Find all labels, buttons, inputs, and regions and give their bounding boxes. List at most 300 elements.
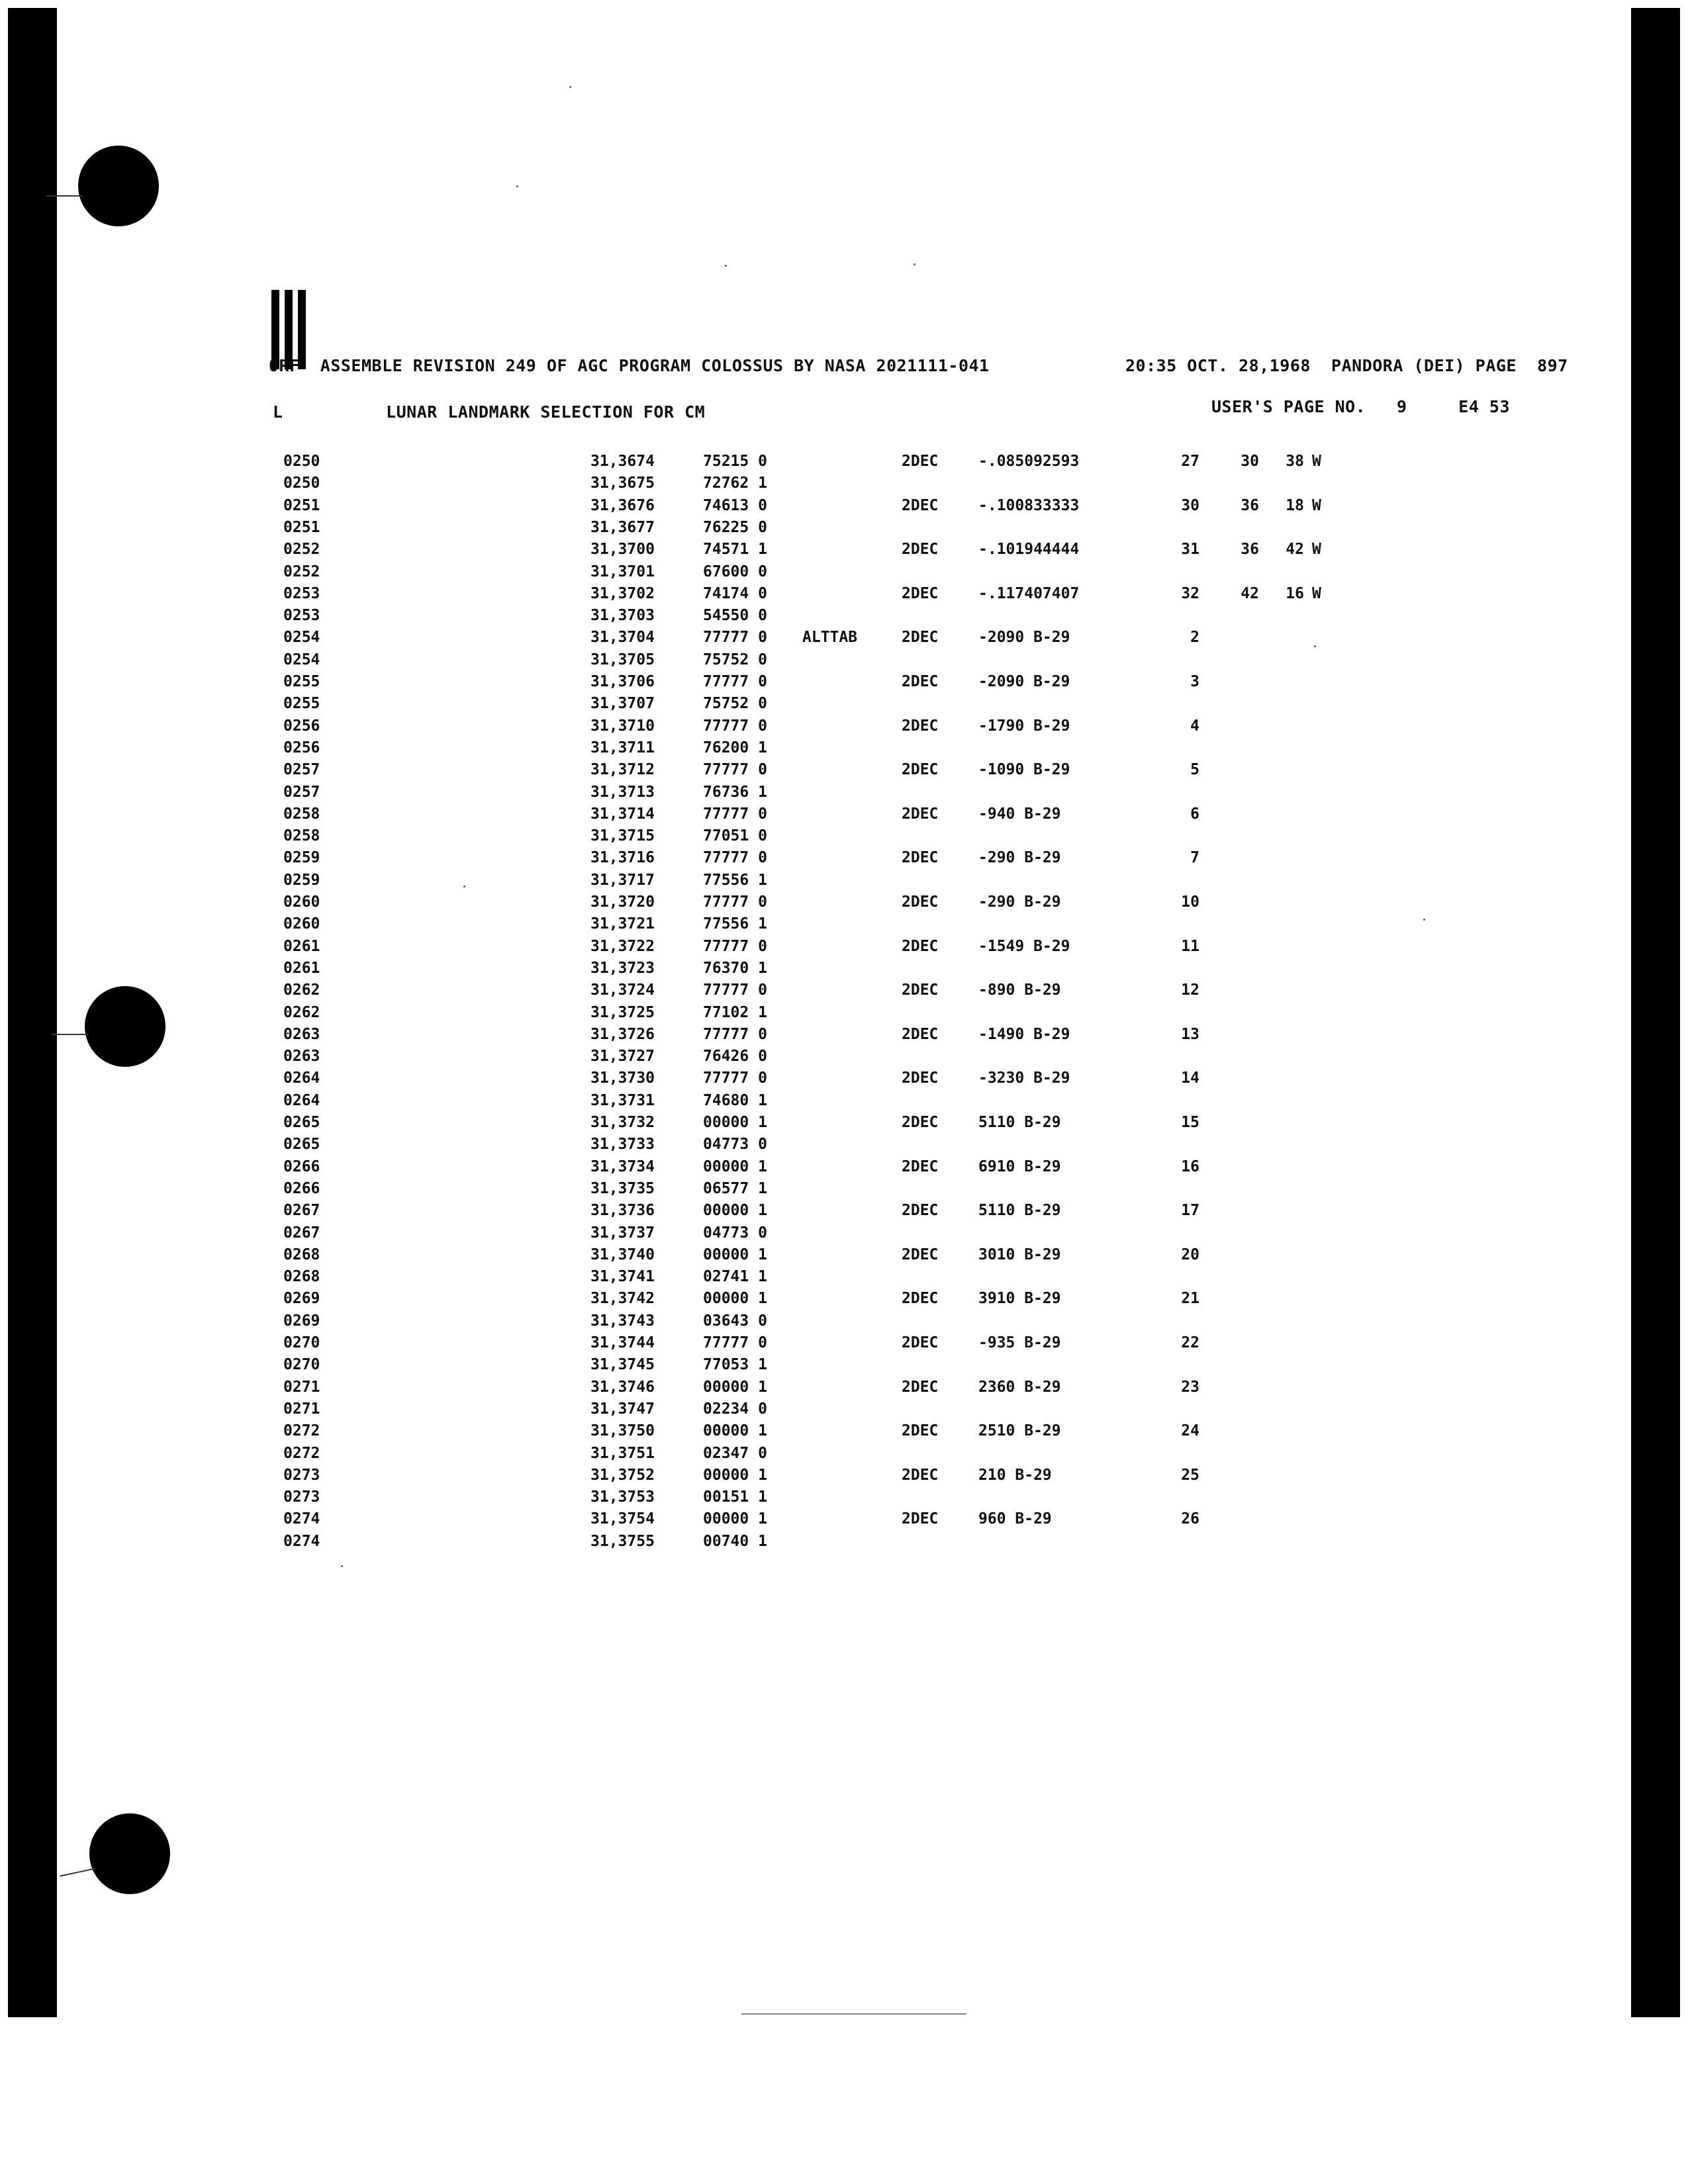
octal-word: 74613 0 — [703, 496, 767, 514]
memory-address: 31,3676 — [590, 496, 655, 514]
octal-word: 06577 1 — [703, 1179, 767, 1197]
scan-line-bottom — [741, 2013, 966, 2015]
line-number: 0274 — [283, 1532, 320, 1550]
octal-word: 03643 0 — [703, 1312, 767, 1330]
opcode: 2DEC — [902, 1114, 939, 1131]
memory-address: 31,3715 — [590, 827, 655, 845]
listing-row — [0, 827, 1688, 849]
line-number: 0267 — [283, 1224, 320, 1242]
listing-row — [0, 563, 1688, 585]
longitude-minutes: 16 — [1286, 584, 1304, 602]
line-number: 0274 — [283, 1510, 320, 1528]
line-number: 0265 — [283, 1114, 320, 1131]
listing-row — [0, 1069, 1688, 1091]
operand-value: -1490 B-29 — [978, 1025, 1070, 1043]
header-system: PANDORA — [1331, 356, 1403, 375]
opcode: 2DEC — [902, 1158, 939, 1175]
opcode: 2DEC — [902, 629, 939, 647]
listing-row — [0, 1114, 1688, 1136]
listing-row — [0, 585, 1688, 607]
octal-word: 00000 1 — [703, 1466, 767, 1484]
operand-value: -.085092593 — [978, 453, 1080, 470]
user-page-label: USER'S PAGE NO. — [1211, 397, 1366, 416]
listing-row — [0, 739, 1688, 761]
octal-word: 00151 1 — [703, 1488, 767, 1506]
memory-address: 31,3712 — [590, 761, 655, 779]
memory-address: 31,3722 — [590, 937, 655, 955]
listing-row — [0, 1048, 1688, 1069]
header-page-label: PAGE — [1475, 356, 1517, 375]
memory-address: 31,3702 — [590, 584, 655, 602]
user-page-line — [1211, 397, 1510, 416]
line-number: 0259 — [283, 849, 320, 867]
octal-word: 77777 0 — [703, 893, 767, 911]
longitude-minutes: 42 — [1286, 541, 1304, 559]
octal-word: 77777 0 — [703, 849, 767, 867]
listing-row — [0, 1268, 1688, 1290]
listing-row — [0, 541, 1688, 563]
octal-word: 76736 1 — [703, 783, 767, 801]
octal-word: 67600 0 — [703, 563, 767, 580]
subtitle-line — [273, 402, 705, 422]
landmark-number: 14 — [1181, 1069, 1199, 1087]
memory-address: 31,3720 — [590, 893, 655, 911]
memory-address: 31,3754 — [590, 1510, 655, 1528]
octal-word: 04773 0 — [703, 1136, 767, 1154]
listing-row — [0, 1510, 1688, 1532]
listing-row — [0, 1290, 1688, 1312]
operand-value: -890 B-29 — [978, 981, 1061, 999]
operand-value: -935 B-29 — [978, 1334, 1061, 1351]
octal-word: 00000 1 — [703, 1378, 767, 1396]
listing-row — [0, 849, 1688, 871]
operand-value: 210 B-29 — [978, 1466, 1052, 1484]
octal-word: 72762 1 — [703, 475, 767, 492]
operand-value: 3010 B-29 — [978, 1246, 1061, 1263]
line-number: 0256 — [283, 717, 320, 735]
octal-word: 74571 1 — [703, 541, 767, 559]
line-number: 0258 — [283, 827, 320, 845]
memory-address: 31,3735 — [590, 1179, 655, 1197]
longitude-direction: W — [1312, 584, 1321, 602]
memory-address: 31,3751 — [590, 1444, 655, 1462]
landmark-number: 3 — [1190, 673, 1199, 690]
header-page-number: 897 — [1537, 356, 1568, 375]
memory-address: 31,3747 — [590, 1400, 655, 1418]
octal-word: 76370 1 — [703, 959, 767, 977]
listing-row — [0, 1533, 1688, 1555]
octal-word: 00000 1 — [703, 1114, 767, 1131]
listing-row — [0, 629, 1688, 651]
landmark-number: 25 — [1181, 1466, 1199, 1484]
line-number: 0255 — [283, 673, 320, 690]
line-number: 0251 — [283, 496, 320, 514]
listing-row — [0, 1180, 1688, 1202]
opcode: 2DEC — [902, 761, 939, 779]
line-number: 0268 — [283, 1268, 320, 1286]
octal-word: 75752 0 — [703, 695, 767, 713]
line-number: 0253 — [283, 584, 320, 602]
listing-row — [0, 1445, 1688, 1467]
memory-address: 31,3701 — [590, 563, 655, 580]
octal-word: 02234 0 — [703, 1400, 767, 1418]
memory-address: 31,3721 — [590, 915, 655, 933]
listing-row — [0, 1312, 1688, 1334]
opcode: 2DEC — [902, 453, 939, 470]
octal-word: 77777 0 — [703, 1069, 767, 1087]
operand-value: -.117407407 — [978, 584, 1080, 602]
operand-value: -.100833333 — [978, 496, 1080, 514]
longitude-direction: W — [1312, 496, 1321, 514]
line-number: 0250 — [283, 475, 320, 492]
landmark-number: 7 — [1190, 849, 1199, 867]
listing-row — [0, 938, 1688, 960]
listing-row — [0, 1202, 1688, 1224]
punch-hole-top — [78, 146, 159, 226]
octal-word: 75752 0 — [703, 651, 767, 668]
longitude-direction: W — [1312, 541, 1321, 559]
header-system-code: (DEI) — [1413, 356, 1466, 375]
opcode: 2DEC — [902, 1202, 939, 1220]
line-number: 0270 — [283, 1356, 320, 1374]
memory-address: 31,3726 — [590, 1025, 655, 1043]
longitude-degrees: 30 — [1241, 453, 1259, 470]
memory-address: 31,3732 — [590, 1114, 655, 1131]
listing-row — [0, 475, 1688, 496]
line-number: 0261 — [283, 937, 320, 955]
listing-row — [0, 519, 1688, 541]
octal-word: 74174 0 — [703, 584, 767, 602]
line-number: 0256 — [283, 739, 320, 756]
memory-address: 31,3674 — [590, 453, 655, 470]
hole-mark-bottom — [60, 1868, 95, 1876]
memory-address: 31,3724 — [590, 981, 655, 999]
memory-address: 31,3750 — [590, 1422, 655, 1440]
memory-address: 31,3745 — [590, 1356, 655, 1374]
octal-word: 54550 0 — [703, 607, 767, 625]
operand-value: 5110 B-29 — [978, 1114, 1061, 1131]
octal-word: 76225 0 — [703, 518, 767, 536]
octal-word: 77777 0 — [703, 717, 767, 735]
octal-word: 02741 1 — [703, 1268, 767, 1286]
octal-word: 77777 0 — [703, 981, 767, 999]
operand-value: -1549 B-29 — [978, 937, 1070, 955]
memory-address: 31,3733 — [590, 1136, 655, 1154]
landmark-number: 2 — [1190, 629, 1199, 647]
memory-address: 31,3743 — [590, 1312, 655, 1330]
landmark-number: 10 — [1181, 893, 1199, 911]
landmark-number: 13 — [1181, 1025, 1199, 1043]
opcode: 2DEC — [902, 1069, 939, 1087]
line-number: 0261 — [283, 959, 320, 977]
speck — [914, 263, 915, 265]
landmark-number: 31 — [1181, 541, 1199, 559]
opcode: 2DEC — [902, 717, 939, 735]
landmark-number: 20 — [1181, 1246, 1199, 1263]
opcode: 2DEC — [902, 1246, 939, 1263]
operand-value: 6910 B-29 — [978, 1158, 1061, 1175]
opcode: 2DEC — [902, 1466, 939, 1484]
operand-value: -1090 B-29 — [978, 761, 1070, 779]
longitude-minutes: 18 — [1286, 496, 1304, 514]
speck — [463, 886, 465, 887]
punch-hole-bottom — [89, 1813, 170, 1894]
line-number: 0260 — [283, 915, 320, 933]
operand-value: 5110 B-29 — [978, 1202, 1061, 1220]
operand-value: -2090 B-29 — [978, 629, 1070, 647]
listing-row — [0, 673, 1688, 695]
line-number: 0255 — [283, 695, 320, 713]
line-number: 0265 — [283, 1136, 320, 1154]
opcode: 2DEC — [902, 1334, 939, 1351]
speck — [1423, 919, 1425, 921]
octal-word: 77556 1 — [703, 871, 767, 889]
listing-row — [0, 1400, 1688, 1422]
line-number: 0252 — [283, 541, 320, 559]
line-number: 0271 — [283, 1378, 320, 1396]
memory-address: 31,3725 — [590, 1003, 655, 1021]
landmark-number: 11 — [1181, 937, 1199, 955]
line-number: 0266 — [283, 1158, 320, 1175]
landmark-number: 23 — [1181, 1378, 1199, 1396]
landmark-number: 26 — [1181, 1510, 1199, 1528]
listing-row — [0, 651, 1688, 673]
line-number: 0251 — [283, 518, 320, 536]
landmark-number: 12 — [1181, 981, 1199, 999]
memory-address: 31,3730 — [590, 1069, 655, 1087]
memory-address: 31,3742 — [590, 1290, 655, 1308]
octal-word: 77053 1 — [703, 1356, 767, 1374]
landmark-number: 21 — [1181, 1290, 1199, 1308]
hole-mark-top — [46, 195, 83, 197]
operand-value: -1790 B-29 — [978, 717, 1070, 735]
line-number: 0272 — [283, 1422, 320, 1440]
opcode: 2DEC — [902, 805, 939, 823]
line-number: 0254 — [283, 651, 320, 668]
longitude-degrees: 36 — [1241, 541, 1259, 559]
octal-word: 76426 0 — [703, 1048, 767, 1066]
speck — [341, 1565, 343, 1567]
octal-word: 00740 1 — [703, 1532, 767, 1550]
line-number: 0273 — [283, 1466, 320, 1484]
section-mark: L — [273, 402, 283, 422]
memory-address: 31,3705 — [590, 651, 655, 668]
memory-address: 31,3714 — [590, 805, 655, 823]
memory-address: 31,3717 — [590, 871, 655, 889]
memory-address: 31,3710 — [590, 717, 655, 735]
memory-address: 31,3703 — [590, 607, 655, 625]
opcode: 2DEC — [902, 584, 939, 602]
listing-row — [0, 1467, 1688, 1488]
opcode: 2DEC — [902, 541, 939, 559]
header-title: ASSEMBLE REVISION 249 OF AGC PROGRAM COLOSSUS BY NASA 2021111-041 — [320, 356, 990, 375]
landmark-number: 4 — [1190, 717, 1199, 735]
octal-word: 00000 1 — [703, 1158, 767, 1175]
memory-address: 31,3737 — [590, 1224, 655, 1242]
listing-row — [0, 960, 1688, 981]
line-number: 0252 — [283, 563, 320, 580]
operand-value: 3910 B-29 — [978, 1290, 1061, 1308]
header-tag: 0RF — [269, 356, 300, 375]
opcode: 2DEC — [902, 893, 939, 911]
symbol-label: ALTTAB — [802, 629, 858, 647]
landmark-number: 27 — [1181, 453, 1199, 470]
opcode: 2DEC — [902, 673, 939, 690]
octal-word: 00000 1 — [703, 1422, 767, 1440]
line-number: 0269 — [283, 1312, 320, 1330]
landmark-number: 17 — [1181, 1202, 1199, 1220]
listing-row — [0, 695, 1688, 717]
landmark-number: 16 — [1181, 1158, 1199, 1175]
listing-row — [0, 1004, 1688, 1026]
listing-row — [0, 981, 1688, 1003]
speck — [516, 185, 518, 187]
octal-word: 77102 1 — [703, 1003, 767, 1021]
listing-row — [0, 1136, 1688, 1158]
octal-word: 77777 0 — [703, 1334, 767, 1351]
octal-word: 74680 1 — [703, 1091, 767, 1109]
operand-value: -.101944444 — [978, 541, 1080, 559]
octal-word: 77777 0 — [703, 629, 767, 647]
landmark-number: 5 — [1190, 761, 1199, 779]
octal-word: 77777 0 — [703, 673, 767, 690]
line-number: 0263 — [283, 1025, 320, 1043]
octal-word: 77777 0 — [703, 761, 767, 779]
line-number: 0260 — [283, 893, 320, 911]
octal-word: 77556 1 — [703, 915, 767, 933]
listing-row — [0, 1422, 1688, 1444]
line-number: 0264 — [283, 1091, 320, 1109]
listing-row — [0, 1224, 1688, 1246]
octal-word: 00000 1 — [703, 1290, 767, 1308]
octal-word: 75215 0 — [703, 453, 767, 470]
memory-address: 31,3677 — [590, 518, 655, 536]
memory-address: 31,3700 — [590, 541, 655, 559]
listing-header — [269, 356, 990, 375]
listing-row — [0, 761, 1688, 783]
landmark-number: 6 — [1190, 805, 1199, 823]
operand-value: 960 B-29 — [978, 1510, 1052, 1528]
listing-row — [0, 915, 1688, 937]
opcode: 2DEC — [902, 1290, 939, 1308]
listing-row — [0, 1334, 1688, 1356]
listing-row — [0, 607, 1688, 629]
memory-address: 31,3736 — [590, 1202, 655, 1220]
octal-word: 00000 1 — [703, 1510, 767, 1528]
line-number: 0271 — [283, 1400, 320, 1418]
line-number: 0257 — [283, 761, 320, 779]
operand-value: 2360 B-29 — [978, 1378, 1061, 1396]
listing-row — [0, 1092, 1688, 1114]
speck — [725, 265, 727, 267]
header-right — [1125, 356, 1568, 375]
listing-row — [0, 1246, 1688, 1268]
memory-address: 31,3740 — [590, 1246, 655, 1263]
opcode: 2DEC — [902, 1025, 939, 1043]
line-number: 0253 — [283, 607, 320, 625]
memory-address: 31,3706 — [590, 673, 655, 690]
octal-word: 77051 0 — [703, 827, 767, 845]
line-number: 0269 — [283, 1290, 320, 1308]
longitude-minutes: 38 — [1286, 453, 1304, 470]
opcode: 2DEC — [902, 1510, 939, 1528]
landmark-number: 22 — [1181, 1334, 1199, 1351]
listing-row — [0, 453, 1688, 475]
listing-row — [0, 805, 1688, 827]
listing-row — [0, 497, 1688, 519]
operand-value: -3230 B-29 — [978, 1069, 1070, 1087]
listing-row — [0, 1026, 1688, 1048]
line-number: 0259 — [283, 871, 320, 889]
operand-value: 2510 B-29 — [978, 1422, 1061, 1440]
line-number: 0272 — [283, 1444, 320, 1462]
line-number: 0257 — [283, 783, 320, 801]
line-number: 0254 — [283, 629, 320, 647]
page-subtitle: LUNAR LANDMARK SELECTION FOR CM — [386, 402, 706, 422]
opcode: 2DEC — [902, 1422, 939, 1440]
line-number: 0264 — [283, 1069, 320, 1087]
memory-address: 31,3704 — [590, 629, 655, 647]
listing-row — [0, 784, 1688, 805]
listing-row — [0, 872, 1688, 893]
memory-address: 31,3734 — [590, 1158, 655, 1175]
line-number: 0270 — [283, 1334, 320, 1351]
line-number: 0263 — [283, 1048, 320, 1066]
line-number: 0266 — [283, 1179, 320, 1197]
opcode: 2DEC — [902, 981, 939, 999]
landmark-number: 24 — [1181, 1422, 1199, 1440]
memory-address: 31,3713 — [590, 783, 655, 801]
memory-address: 31,3753 — [590, 1488, 655, 1506]
landmark-number: 32 — [1181, 584, 1199, 602]
memory-address: 31,3711 — [590, 739, 655, 756]
octal-word: 02347 0 — [703, 1444, 767, 1462]
opcode: 2DEC — [902, 496, 939, 514]
memory-address: 31,3755 — [590, 1532, 655, 1550]
octal-word: 00000 1 — [703, 1246, 767, 1263]
user-page-number: 9 — [1396, 397, 1407, 416]
memory-address: 31,3731 — [590, 1091, 655, 1109]
octal-word: 77777 0 — [703, 1025, 767, 1043]
listing-row — [0, 1158, 1688, 1180]
line-number: 0262 — [283, 981, 320, 999]
memory-address: 31,3741 — [590, 1268, 655, 1286]
octal-word: 77777 0 — [703, 805, 767, 823]
listing-row — [0, 1379, 1688, 1400]
memory-address: 31,3716 — [590, 849, 655, 867]
speck — [1314, 645, 1316, 647]
opcode: 2DEC — [902, 1378, 939, 1396]
octal-word: 77777 0 — [703, 937, 767, 955]
header-timestamp: 20:35 OCT. 28,1968 — [1125, 356, 1311, 375]
line-number: 0250 — [283, 453, 320, 470]
memory-address: 31,3723 — [590, 959, 655, 977]
listing-row — [0, 1356, 1688, 1378]
landmark-number: 15 — [1181, 1114, 1199, 1131]
memory-address: 31,3746 — [590, 1378, 655, 1396]
memory-address: 31,3707 — [590, 695, 655, 713]
line-number: 0262 — [283, 1003, 320, 1021]
landmark-number: 30 — [1181, 496, 1199, 514]
line-number: 0273 — [283, 1488, 320, 1506]
memory-address: 31,3752 — [590, 1466, 655, 1484]
opcode: 2DEC — [902, 849, 939, 867]
octal-word: 76200 1 — [703, 739, 767, 756]
operand-value: -940 B-29 — [978, 805, 1061, 823]
line-number: 0268 — [283, 1246, 320, 1263]
speck — [569, 86, 571, 88]
memory-address: 31,3727 — [590, 1048, 655, 1066]
